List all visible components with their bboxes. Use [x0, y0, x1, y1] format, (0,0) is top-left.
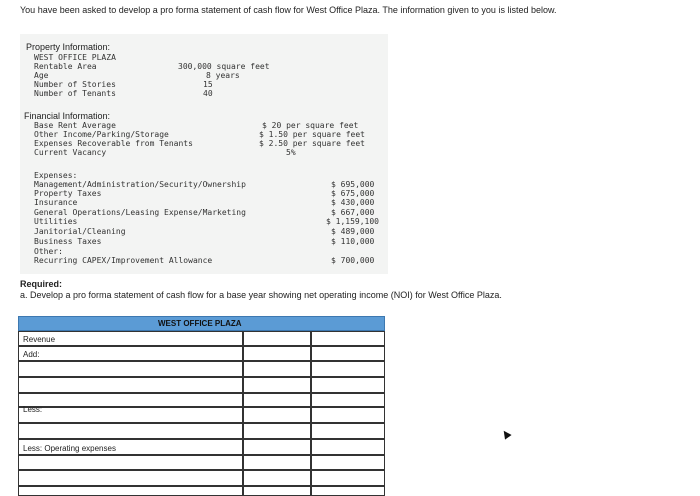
- table-header-title: WEST OFFICE PLAZA: [158, 319, 242, 328]
- revenue-input-1[interactable]: [243, 331, 311, 346]
- table-row-input[interactable]: [18, 393, 243, 407]
- revenue-input-2[interactable]: [311, 331, 385, 346]
- financial-value: $ 1.50 per square feet: [259, 130, 365, 139]
- less-input-1[interactable]: [243, 407, 311, 423]
- expense-value: $ 430,000: [331, 198, 375, 207]
- required-title: Required:: [20, 279, 63, 289]
- property-value: 40: [203, 89, 213, 98]
- expense-value: $ 489,000: [331, 227, 375, 236]
- table-row-input[interactable]: [243, 470, 311, 486]
- required-text: a. Develop a pro forma statement of cash flow for a base year showing net operating income (NOI) for West Office Plaza.: [20, 290, 502, 300]
- less-label: Less:: [23, 405, 43, 414]
- expense-label: Insurance: [34, 198, 78, 207]
- table-row-input[interactable]: [18, 423, 243, 439]
- table-row-input[interactable]: [243, 423, 311, 439]
- financial-label: Base Rent Average: [34, 121, 116, 130]
- table-row-input[interactable]: [243, 393, 311, 407]
- property-label: Age: [34, 71, 49, 80]
- expense-label: Utilities: [34, 217, 78, 226]
- table-row-input[interactable]: [18, 361, 243, 377]
- expenses-heading: Expenses:: [34, 171, 78, 180]
- expense-label: Property Taxes: [34, 189, 102, 198]
- expense-value: $ 695,000: [331, 180, 375, 189]
- table-row-input[interactable]: [311, 439, 385, 455]
- expense-value: $ 1,159,100: [326, 217, 379, 226]
- revenue-label: Revenue: [23, 335, 56, 344]
- financial-heading: Financial Information:: [24, 111, 111, 121]
- table-row-input[interactable]: [243, 486, 311, 496]
- table-row-input[interactable]: [18, 377, 243, 393]
- add-input-1[interactable]: [243, 346, 311, 361]
- table-row-input[interactable]: [243, 361, 311, 377]
- property-value: 15: [203, 80, 213, 89]
- add-label-cell: [18, 346, 243, 361]
- table-row-input[interactable]: [311, 393, 385, 407]
- expense-label: Business Taxes: [34, 237, 102, 246]
- financial-label: Current Vacancy: [34, 148, 107, 157]
- property-value: 8 years: [206, 71, 240, 80]
- expense-label: Recurring CAPEX/Improvement Allowance: [34, 256, 213, 265]
- table-row-input[interactable]: [311, 470, 385, 486]
- property-label: Number of Stories: [34, 80, 116, 89]
- financial-label: Expenses Recoverable from Tenants: [34, 139, 193, 148]
- expense-value: $ 675,000: [331, 189, 375, 198]
- property-label: Rentable Area: [34, 62, 97, 71]
- property-heading: Property Information:: [26, 42, 111, 52]
- expense-label: Management/Administration/Security/Ownership: [34, 180, 246, 189]
- revenue-label-cell: [18, 331, 243, 346]
- operating-expenses-input-2[interactable]: [311, 455, 385, 470]
- property-name: WEST OFFICE PLAZA: [34, 53, 116, 62]
- expense-value: $ 700,000: [331, 256, 375, 265]
- expense-value: $ 110,000: [331, 237, 375, 246]
- table-header: [18, 316, 385, 331]
- expense-value: $ 667,000: [331, 208, 375, 217]
- expense-label: General Operations/Leasing Expense/Marketing: [34, 208, 246, 217]
- financial-value: $ 2.50 per square feet: [259, 139, 365, 148]
- table-row-input[interactable]: [311, 377, 385, 393]
- financial-value: $ 20 per square feet: [262, 121, 359, 130]
- financial-value: 5%: [286, 148, 296, 157]
- less-label-cell: [18, 407, 243, 423]
- expense-label: Janitorial/Cleaning: [34, 227, 126, 236]
- less-input-2[interactable]: [311, 407, 385, 423]
- table-row-input[interactable]: [18, 470, 243, 486]
- table-row-input[interactable]: [18, 486, 243, 496]
- expense-label: Other:: [34, 247, 63, 256]
- operating-expenses-input-1[interactable]: [243, 455, 311, 470]
- table-row-input[interactable]: [311, 486, 385, 496]
- operating-expenses-label: Less: Operating expenses: [23, 444, 116, 453]
- financial-label: Other Income/Parking/Storage: [34, 130, 169, 139]
- operating-expenses-label-cell: [18, 444, 243, 470]
- add-input-2[interactable]: [311, 346, 385, 361]
- property-label: Number of Tenants: [34, 89, 116, 98]
- table-row-input[interactable]: [243, 377, 311, 393]
- table-row-input[interactable]: [311, 361, 385, 377]
- property-value: 300,000 square feet: [178, 62, 270, 71]
- table-row-input[interactable]: [243, 439, 311, 455]
- intro-text: You have been asked to develop a pro forma statement of cash flow for West Office Plaza. The information given to you is listed below.: [20, 5, 557, 15]
- table-row-input[interactable]: [311, 423, 385, 439]
- mouse-cursor-icon: [500, 428, 511, 439]
- add-label: Add:: [23, 350, 40, 359]
